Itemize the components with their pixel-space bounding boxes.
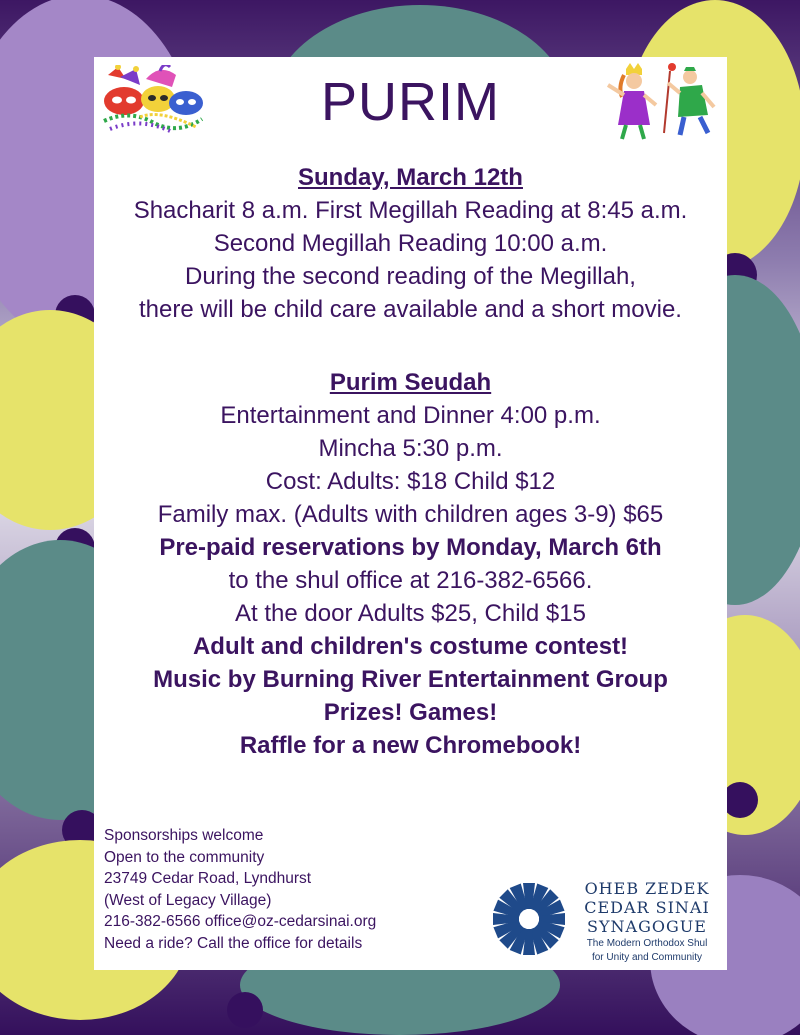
seudah-section: [94, 366, 727, 762]
phone-email-line: 216-382-6566 office@oz-cedarsinai.org: [104, 913, 377, 930]
highlight-line: Raffle for a new Chromebook!: [239, 732, 582, 759]
seudah-line: Entertainment and Dinner 4:00 p.m.: [220, 402, 601, 429]
synagogue-logo-icon: [490, 879, 568, 959]
logo-name-line: OHEB ZEDEK: [584, 879, 710, 898]
contact-info: [104, 825, 444, 954]
office-phone-line: to the shul office at 216-382-6566.: [228, 567, 593, 594]
logo-tagline: The Modern Orthodox Shul: [586, 938, 708, 949]
sunday-line: Second Megillah Reading 10:00 a.m.: [213, 230, 608, 257]
synagogue-logo: [490, 879, 720, 963]
flyer-card: [94, 57, 727, 970]
logo-name-line: SYNAGOGUE: [587, 917, 707, 936]
footer-line: Sponsorships welcome: [104, 827, 264, 844]
seudah-line: Mincha 5:30 p.m.: [318, 435, 503, 462]
page-title: PURIM: [321, 72, 500, 132]
logo-text: [574, 879, 720, 964]
sunday-heading: Sunday, March 12th: [298, 164, 523, 191]
sunday-line: Shacharit 8 a.m. First Megillah Reading at 8:45 a.m.: [133, 197, 688, 224]
highlight-line: Music by Burning River Entertainment Group: [153, 666, 668, 693]
footer-line: Open to the community: [104, 848, 265, 866]
address-line: 23749 Cedar Road, Lyndhurst: [104, 870, 312, 887]
seudah-heading: Purim Seudah: [329, 369, 492, 396]
logo-name-line: CEDAR SINAI: [584, 898, 710, 917]
reservation-deadline: Pre-paid reservations by Monday, March 6th: [159, 534, 662, 561]
sunday-section: [94, 161, 727, 326]
seudah-line: Family max. (Adults with children ages 3-9) $65: [157, 501, 664, 528]
sunday-line: During the second reading of the Megillah,: [185, 263, 636, 290]
logo-tagline: for Unity and Community: [591, 952, 703, 963]
door-price-line: At the door Adults $25, Child $15: [235, 600, 586, 627]
highlight-line: Prizes! Games!: [323, 699, 498, 726]
sunday-line: there will be child care available and a short movie.: [139, 296, 682, 323]
footer-line: (West of Legacy Village): [104, 891, 272, 909]
footer-line: Need a ride? Call the office for details: [104, 934, 363, 952]
highlight-line: Adult and children's costume contest!: [192, 633, 629, 660]
seudah-line: Cost: Adults: $18 Child $12: [265, 468, 556, 495]
